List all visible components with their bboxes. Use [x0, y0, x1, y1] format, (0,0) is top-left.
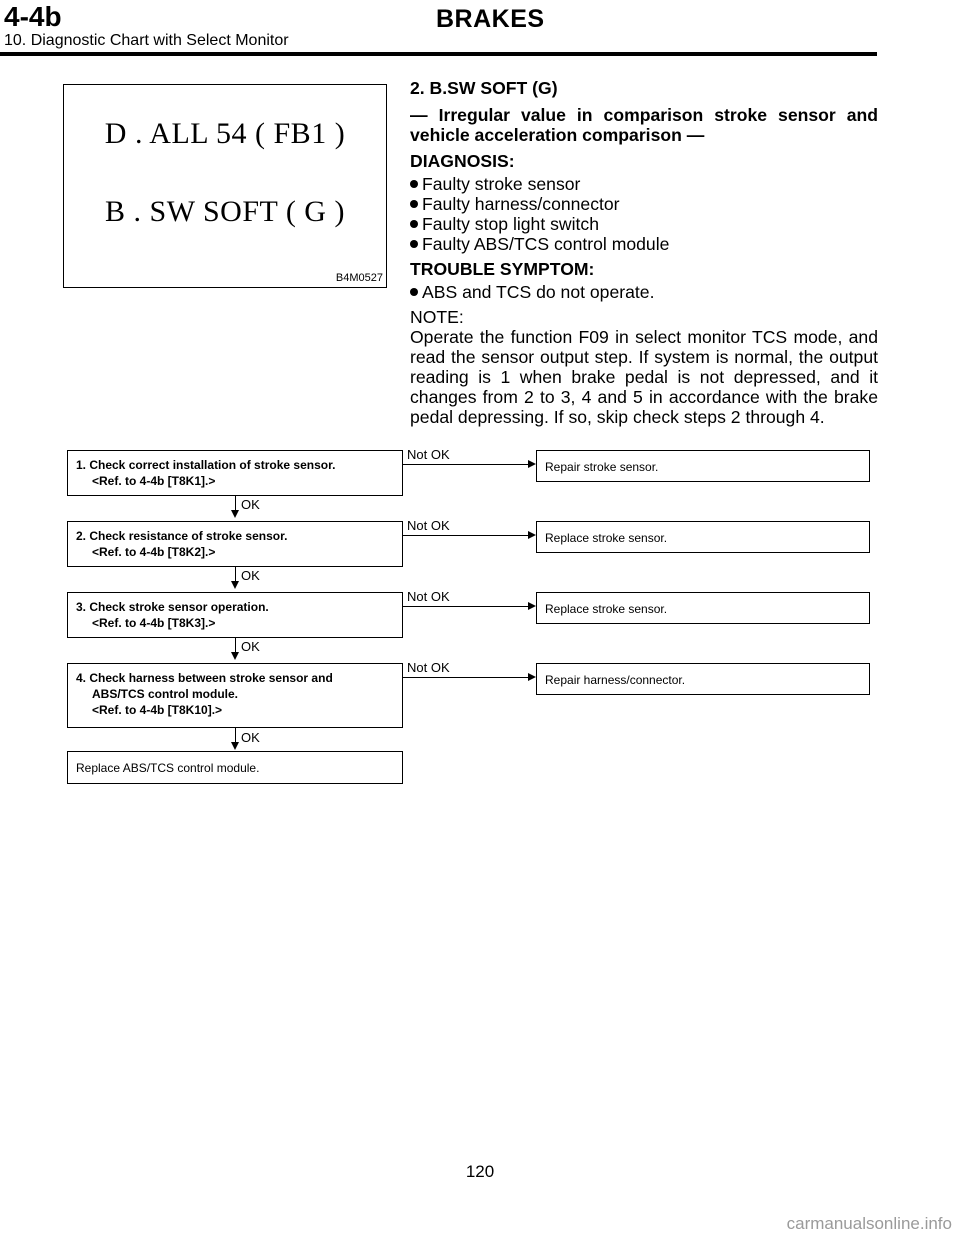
section-subtitle: — Irregular value in comparison stroke sensor and vehicle acceleration comparison —	[410, 105, 878, 145]
list-item	[410, 282, 878, 302]
list-item	[410, 194, 878, 214]
connector-line	[235, 638, 236, 652]
result-box-4: Repair harness/connector.	[536, 663, 870, 695]
figure-line-1: D . ALL 54 ( FB1 )	[104, 117, 346, 150]
symptom-heading: TROUBLE SYMPTOM:	[410, 259, 595, 279]
watermark: carmanualsonline.info	[786, 1214, 952, 1233]
result-box-2: Replace stroke sensor.	[536, 521, 870, 553]
arrow-right-icon	[528, 460, 536, 468]
final-action-box: Replace ABS/TCS control module.	[67, 751, 403, 784]
not-ok-label: Not OK	[407, 660, 450, 675]
page-subtitle: 10. Diagnostic Chart with Select Monitor	[4, 32, 289, 49]
ok-label: OK	[241, 639, 260, 654]
list-item-text: Faulty ABS/TCS control module	[422, 234, 670, 254]
list-item-text: Faulty stop light switch	[422, 214, 599, 234]
arrow-right-icon	[528, 531, 536, 539]
bullet-icon	[410, 220, 418, 228]
connector-line	[235, 728, 236, 742]
header-rule	[0, 52, 877, 56]
result-box-1: Repair stroke sensor.	[536, 450, 870, 482]
figure-id: B4M0527	[335, 272, 383, 284]
check-step-text: 2. Check resistance of stroke sensor.	[76, 529, 288, 543]
list-item	[410, 234, 878, 254]
check-step-ref: <Ref. to 4-4b [T8K3].>	[92, 616, 216, 630]
list-item	[410, 214, 878, 234]
result-box-3: Replace stroke sensor.	[536, 592, 870, 624]
check-step-ref: <Ref. to 4-4b [T8K2].>	[92, 545, 216, 559]
arrow-right-icon	[528, 602, 536, 610]
not-ok-label: Not OK	[407, 589, 450, 604]
ok-label: OK	[241, 730, 260, 745]
check-step-text: 4. Check harness between stroke sensor and	[76, 671, 333, 685]
connector-line	[403, 535, 528, 536]
not-ok-label: Not OK	[407, 447, 450, 462]
section-code: 4-4b	[4, 1, 62, 32]
connector-line	[403, 464, 528, 465]
bullet-icon	[410, 180, 418, 188]
arrow-down-icon	[231, 742, 239, 750]
connector-line	[403, 677, 528, 678]
bullet-icon	[410, 288, 418, 296]
check-step-3	[67, 592, 403, 638]
connector-line	[235, 496, 236, 510]
ok-label: OK	[241, 568, 260, 583]
figure-line-2: B . SW SOFT ( G )	[105, 195, 345, 228]
note-body: Operate the function F09 in select monitor TCS mode, and read the sensor output step. If system is normal, the output reading is 1 when brake pedal is not depressed, and it changes from 2 to 3, 4 and 5 in accordance with the brake pedal depressing. If so, skip check steps 2 through 4.	[410, 327, 878, 427]
page-title: BRAKES	[436, 5, 545, 33]
check-step-4	[67, 663, 403, 728]
arrow-down-icon	[231, 510, 239, 518]
check-step-ref: <Ref. to 4-4b [T8K1].>	[92, 474, 216, 488]
symptom-list	[410, 282, 878, 302]
diagnosis-list	[410, 174, 878, 254]
list-item-text: ABS and TCS do not operate.	[422, 282, 655, 302]
connector-line	[403, 606, 528, 607]
check-step-text-line2: ABS/TCS control module.	[92, 687, 239, 701]
check-step-ref: <Ref. to 4-4b [T8K10].>	[92, 703, 223, 717]
list-item-text: Faulty stroke sensor	[422, 174, 581, 194]
arrow-right-icon	[528, 673, 536, 681]
connector-line	[235, 567, 236, 581]
bullet-icon	[410, 240, 418, 248]
list-item-text: Faulty harness/connector	[422, 194, 620, 214]
diagnosis-heading: DIAGNOSIS:	[410, 151, 515, 171]
check-step-2	[67, 521, 403, 567]
section-title: 2. B.SW SOFT (G)	[410, 78, 558, 98]
page-number: 120	[465, 1162, 495, 1181]
ok-label: OK	[241, 497, 260, 512]
not-ok-label: Not OK	[407, 518, 450, 533]
check-step-text: 3. Check stroke sensor operation.	[76, 600, 269, 614]
arrow-down-icon	[231, 652, 239, 660]
arrow-down-icon	[231, 581, 239, 589]
bullet-icon	[410, 200, 418, 208]
note-label: NOTE:	[410, 307, 464, 327]
list-item	[410, 174, 878, 194]
monitor-display-figure	[63, 84, 387, 288]
check-step-text: 1. Check correct installation of stroke sensor.	[76, 458, 336, 472]
check-step-1	[67, 450, 403, 496]
text-column	[410, 78, 878, 427]
